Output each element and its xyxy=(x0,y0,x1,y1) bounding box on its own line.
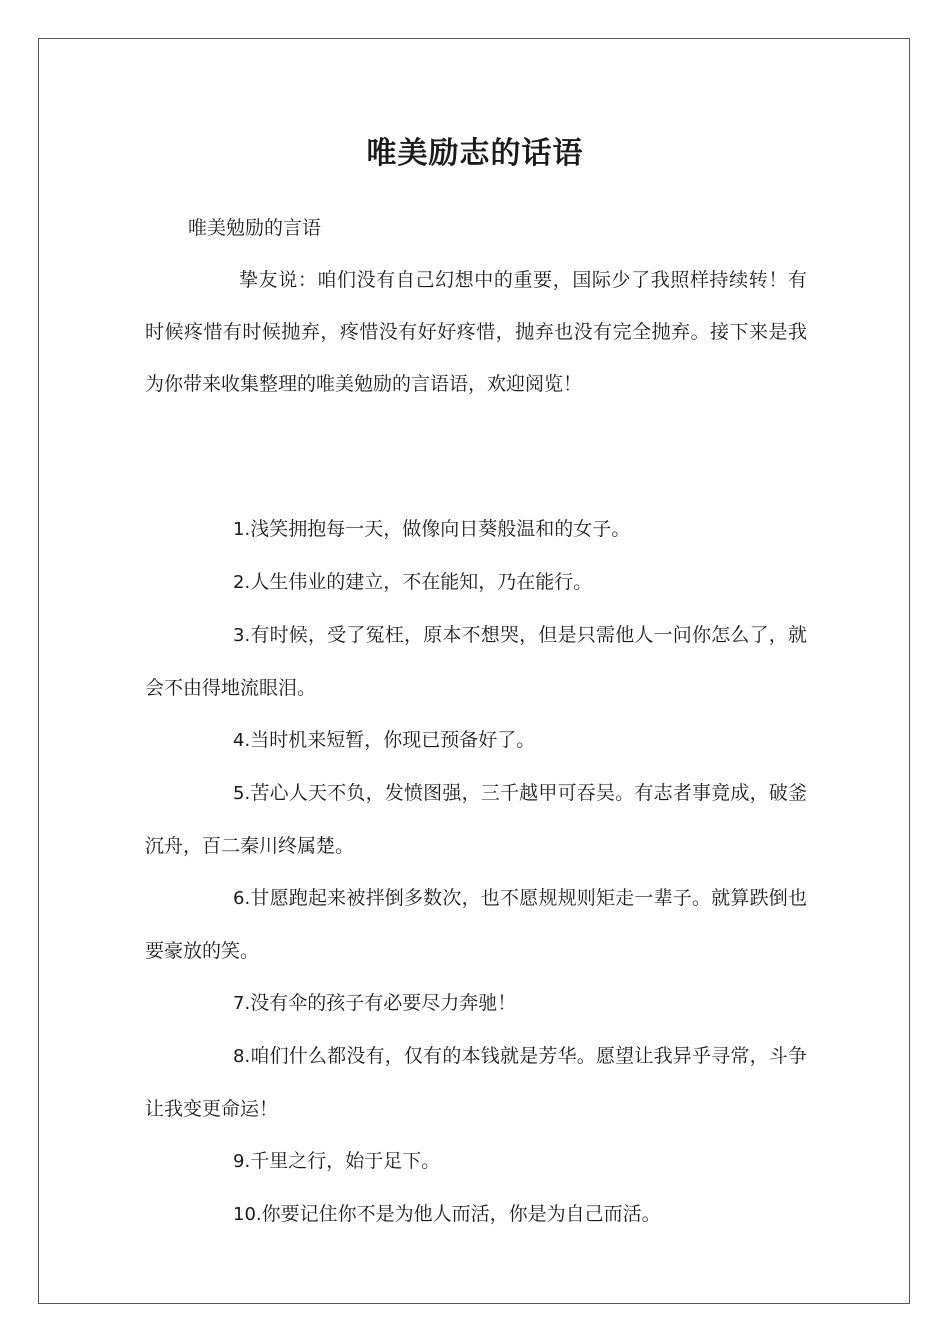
intro-paragraph: 挚友说：咱们没有自己幻想中的重要，国际少了我照样持续转！有时候疼惜有时候抛弃，疼惜没有好好疼惜，抛弃也没有完全抛弃。接下来是我为你带来收集整理的唯美勉励的言语语，欢迎阅览！ xyxy=(145,269,807,395)
item-text: 甘愿跑起来被拌倒多数次，也不愿规规则矩走一辈子。就算跌倒也要豪放的笑。 xyxy=(145,887,807,962)
list-item xyxy=(145,609,807,714)
item-number: 2. xyxy=(233,572,251,593)
list-item xyxy=(145,1188,807,1241)
item-number: 4. xyxy=(233,730,251,751)
item-number: 6. xyxy=(233,888,251,909)
item-text: 当时机来短暂，你现已预备好了。 xyxy=(250,729,536,751)
item-text: 浅笑拥抱每一天，做像向日葵般温和的女子。 xyxy=(250,518,631,540)
item-text: 咱们什么都没有，仅有的本钱就是芳华。愿望让我异乎寻常，斗争让我变更命运！ xyxy=(145,1045,807,1120)
quote-list xyxy=(145,503,807,1241)
list-item xyxy=(145,503,807,556)
document-subtitle: 唯美勉励的言语 xyxy=(188,217,322,239)
list-item xyxy=(145,767,807,872)
item-text: 人生伟业的建立，不在能知，乃在能行。 xyxy=(250,571,593,593)
list-item xyxy=(145,556,807,609)
item-number: 10. xyxy=(233,1204,262,1225)
list-item xyxy=(145,872,807,977)
item-number: 1. xyxy=(233,519,251,540)
item-text: 你要记住你不是为他人而活，你是为自己而活。 xyxy=(261,1203,661,1225)
item-number: 5. xyxy=(233,783,251,804)
item-text: 苦心人天不负，发愤图强，三千越甲可吞吴。有志者事竟成，破釜沉舟，百二秦川终属楚。 xyxy=(145,782,807,857)
item-number: 9. xyxy=(233,1151,251,1172)
item-number: 8. xyxy=(233,1046,251,1067)
item-text: 千里之行，始于足下。 xyxy=(250,1150,441,1172)
list-item xyxy=(145,1030,807,1135)
item-number: 3. xyxy=(233,625,251,646)
item-text: 没有伞的孩子有必要尽力奔驰！ xyxy=(250,992,517,1014)
item-number: 7. xyxy=(233,993,251,1014)
document-title: 唯美励志的话语 xyxy=(366,136,584,171)
list-item xyxy=(145,1135,807,1188)
item-text: 有时候，受了冤枉，原本不想哭，但是只需他人一问你怎么了，就会不由得地流眼泪。 xyxy=(145,624,807,699)
list-item xyxy=(145,714,807,767)
list-item xyxy=(145,977,807,1030)
